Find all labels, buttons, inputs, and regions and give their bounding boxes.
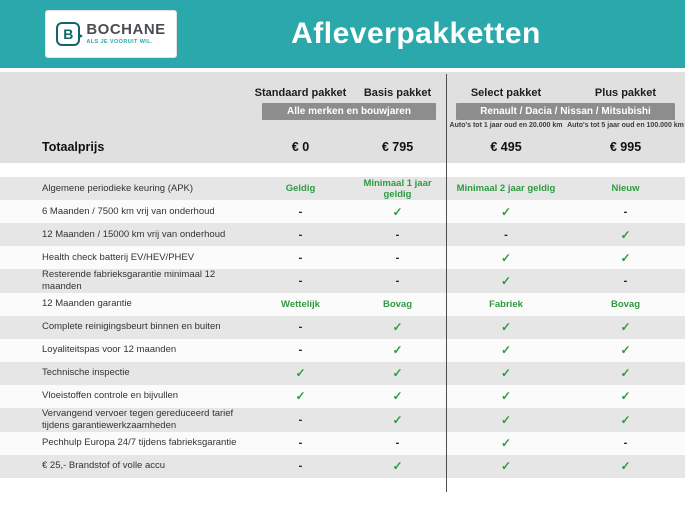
row-label: 6 Maanden / 7500 km vrij van onderhoud xyxy=(42,205,215,217)
row-value-plus: ✓ xyxy=(620,320,631,335)
row-label: Algemene periodieke keuring (APK) xyxy=(42,182,194,194)
row-label: Pechhulp Europa 24/7 tijdens fabrieksgarantie xyxy=(42,437,237,449)
table-row xyxy=(0,339,685,362)
row-value-standaard: - xyxy=(298,228,303,241)
row-value-plus: - xyxy=(623,205,628,218)
row-value-basis: ✓ xyxy=(392,412,403,427)
row-value-basis: ✓ xyxy=(392,389,403,404)
row-value-plus: ✓ xyxy=(620,343,631,358)
row-label: Resterende fabrieksgarantie minimaal 12 maanden xyxy=(42,269,216,292)
page-title: Afleverpakketten xyxy=(291,17,541,50)
table-row xyxy=(0,293,685,316)
row-value-select: ✓ xyxy=(500,273,512,288)
total-price-row xyxy=(0,133,685,161)
row-value-basis: ✓ xyxy=(392,320,403,335)
row-value-basis: Minimaal 1 jaar geldig xyxy=(363,177,432,200)
row-label: Vervangend vervoer tegen gereduceerd tarief tijdens garantiewerkzaamheden xyxy=(42,407,234,431)
row-value-plus: ✓ xyxy=(620,227,631,242)
row-value-standaard: - xyxy=(298,321,303,334)
row-label: Technische inspectie xyxy=(42,367,130,379)
table-row xyxy=(0,455,685,478)
row-label: 12 Maanden / 15000 km vrij van onderhoud xyxy=(42,228,226,240)
row-value-standaard: - xyxy=(298,460,303,472)
row-value-plus: Bovag xyxy=(610,298,641,310)
table-row xyxy=(0,223,685,246)
table-row xyxy=(0,408,685,432)
row-value-standaard: - xyxy=(298,437,303,449)
table-row xyxy=(0,385,685,408)
row-value-standaard: Wettelijk xyxy=(281,298,320,310)
bochane-logo-icon: B xyxy=(56,22,80,46)
row-value-select: ✓ xyxy=(500,320,512,335)
row-label: 12 Maanden garantie xyxy=(42,298,132,310)
row-value-select: ✓ xyxy=(500,436,512,450)
row-value-plus: Nieuw xyxy=(611,183,640,194)
table-row xyxy=(0,316,685,339)
row-value-select: - xyxy=(504,228,508,241)
row-value-plus: ✓ xyxy=(620,389,631,404)
table-row xyxy=(0,269,685,293)
row-value-basis: - xyxy=(395,228,400,241)
row-value-plus: - xyxy=(623,274,628,287)
column-header-select: Select pakket xyxy=(470,87,542,99)
badge-renault-group: Renault / Dacia / Nissan / Mitsubishi xyxy=(456,103,675,120)
row-label: € 25,- Brandstof of volle accu xyxy=(42,460,166,472)
column-header-plus: Plus pakket xyxy=(594,87,657,99)
row-value-select: Minimaal 2 jaar geldig xyxy=(456,183,556,194)
row-value-select: ✓ xyxy=(500,459,512,473)
price-standaard: € 0 xyxy=(291,140,310,154)
row-value-plus: ✓ xyxy=(620,459,631,473)
total-price-label: Totaalprijs xyxy=(42,140,105,154)
row-value-standaard: - xyxy=(298,413,303,426)
row-value-select: ✓ xyxy=(500,389,512,404)
table-row xyxy=(0,200,685,223)
row-value-basis: - xyxy=(395,251,400,264)
subtitle-select: Auto's tot 1 jaar oud en 20.000 km xyxy=(449,122,563,129)
row-label: Vloeistoffen controle en bijvullen xyxy=(42,390,179,402)
row-value-standaard: ✓ xyxy=(295,389,306,404)
row-label: Health check batterij EV/HEV/PHEV xyxy=(42,251,195,263)
row-value-select: Fabriek xyxy=(489,298,523,310)
row-value-standaard: - xyxy=(298,205,303,218)
price-basis: € 795 xyxy=(381,140,414,154)
logo-tagline-text: ALS JE VOORUIT WIL. xyxy=(86,39,153,46)
row-label: Loyaliteitspas voor 12 maanden xyxy=(42,344,177,356)
row-value-plus: ✓ xyxy=(620,366,631,381)
price-select: € 495 xyxy=(490,140,522,154)
bochane-logo xyxy=(45,10,177,58)
row-value-basis: ✓ xyxy=(392,366,403,381)
row-value-select: ✓ xyxy=(500,204,512,219)
row-value-standaard: - xyxy=(298,344,303,357)
row-label: Complete reinigingsbeurt binnen en buiten xyxy=(42,321,221,333)
table-row xyxy=(0,362,685,385)
row-value-basis: - xyxy=(395,274,400,287)
table-header xyxy=(0,72,685,163)
row-value-select: ✓ xyxy=(500,250,512,265)
row-value-plus: ✓ xyxy=(620,412,631,427)
column-header-basis: Basis pakket xyxy=(363,87,432,99)
price-plus: € 995 xyxy=(609,140,642,154)
column-header-standaard: Standaard pakket xyxy=(254,87,347,99)
row-value-select: ✓ xyxy=(500,366,512,381)
row-value-standaard: - xyxy=(298,251,303,264)
row-value-plus: - xyxy=(623,437,628,449)
logo-brand-text: BOCHANE xyxy=(86,21,166,39)
row-value-standaard: ✓ xyxy=(295,366,306,381)
row-value-basis: ✓ xyxy=(392,204,403,219)
header-bar xyxy=(0,0,685,68)
row-value-basis: - xyxy=(395,437,400,449)
badge-all-brands: Alle merken en bouwjaren xyxy=(262,103,436,120)
feature-rows xyxy=(0,177,685,478)
row-value-standaard: - xyxy=(298,274,303,287)
row-value-standaard: Geldig xyxy=(285,183,316,194)
column-divider xyxy=(446,74,447,492)
row-value-plus: ✓ xyxy=(620,250,631,265)
table-row xyxy=(0,177,685,200)
row-value-basis: Bovag xyxy=(382,298,413,310)
table-row xyxy=(0,432,685,455)
row-value-basis: ✓ xyxy=(392,459,403,473)
subtitle-plus: Auto's tot 5 jaar oud en 100.000 km xyxy=(567,122,684,129)
row-value-select: ✓ xyxy=(500,412,512,427)
table-row xyxy=(0,246,685,269)
row-value-basis: ✓ xyxy=(392,343,403,358)
row-value-select: ✓ xyxy=(500,343,512,358)
